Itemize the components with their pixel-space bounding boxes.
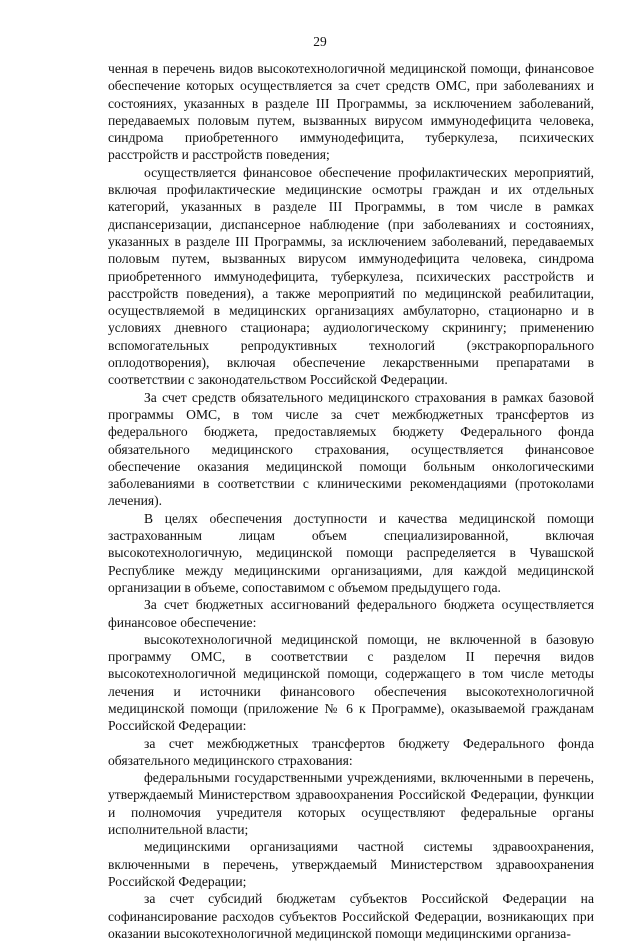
page-number: 29 — [313, 34, 327, 49]
paragraph: осуществляется финансовое обеспечение профилактических мероприятий, включая профилактические медицинские осмотры граждан и их отдельных категорий, указанных в разделе III Программы, в том числе в рамках диспансеризации, диспансерное наблюдение (при заболеваниях и состояниях, указанных в разделе III Программы, за исключением заболеваний, передаваемых половым путем, вызванных вирусом иммунодефицита человека, синдрома приобретенного иммунодефицита, туберкулеза, психических расстройств и расстройств поведения), а также мероприятий по медицинской реабилитации, осуществляемой в медицинских организациях амбулаторно, стационарно и в условиях дневного стационара; аудиологическому скринингу; применению вспомогательных репродуктивных технологий (экстракорпорального оплодотворения), включая обеспечение лекарственными препаратами в соответствии с законодательством Российской Федерации. — [108, 164, 594, 388]
paragraph: медицинскими организациями частной системы здравоохранения, включенными в перечень, утверждаемый Министерством здравоохранения Российской Федерации; — [108, 839, 594, 889]
paragraph: За счет бюджетных ассигнований федерального бюджета осуществляется финансовое обеспечение: — [108, 597, 594, 630]
paragraph: ченная в перечень видов высокотехнологичной медицинской помощи, финансовое обеспечение которых осуществляется за счет средств ОМС, при заболеваниях и состояниях, указанных в разделе III Программы, за исключением заболеваний, передаваемых половым путем, вызванных вирусом иммунодефицита человека, синдрома приобретенного иммунодефицита, туберкулеза, психических расстройств и расстройств поведения; — [108, 61, 594, 163]
paragraph: за счет межбюджетных трансфертов бюджету Федерального фонда обязательного медицинского страхования: — [108, 735, 594, 768]
paragraph: федеральными государственными учреждениями, включенными в перечень, утверждаемый Министерством здравоохранения Российской Федерации, функции и полномочия учредителя которых осуществляют федеральные органы исполнительной власти; — [108, 770, 594, 838]
document-body — [108, 60, 594, 942]
paragraph: высокотехнологичной медицинской помощи, не включенной в базовую программу ОМС, в соответствии с разделом II перечня видов высокотехнологичной медицинской помощи, содержащего в том числе методы лечения и источники финансового обеспечения высокотехнологичной медицинской помощи (приложение № 6 к Программе), оказываемой гражданам Российской Федерации: — [108, 631, 594, 734]
paragraph: За счет средств обязательного медицинского страхования в рамках базовой программы ОМС, в том числе за счет межбюджетных трансфертов из федерального бюджета, предоставляемых бюджету Федерального фонда обязательного медицинского страхования, осуществляется финансовое обеспечение оказания медицинской помощи больным онкологическими заболеваниями в соответствии с клиническими рекомендациями (протоколами лечения). — [108, 389, 594, 509]
paragraph: В целях обеспечения доступности и качества медицинской помощи застрахованным лицам объем специализированной, включая высокотехнологичную, медицинской помощи распределяется в Чувашской Республике между медицинскими организациями, для каждой медицинской организации в объеме, сопоставимом с объемом предыдущего года. — [108, 510, 594, 595]
paragraph: за счет субсидий бюджетам субъектов Российской Федерации на софинансирование расходов субъектов Российской Федерации, возникающих при оказании высокотехнологичной медицинской помощи медицинскими организа- — [108, 891, 594, 941]
